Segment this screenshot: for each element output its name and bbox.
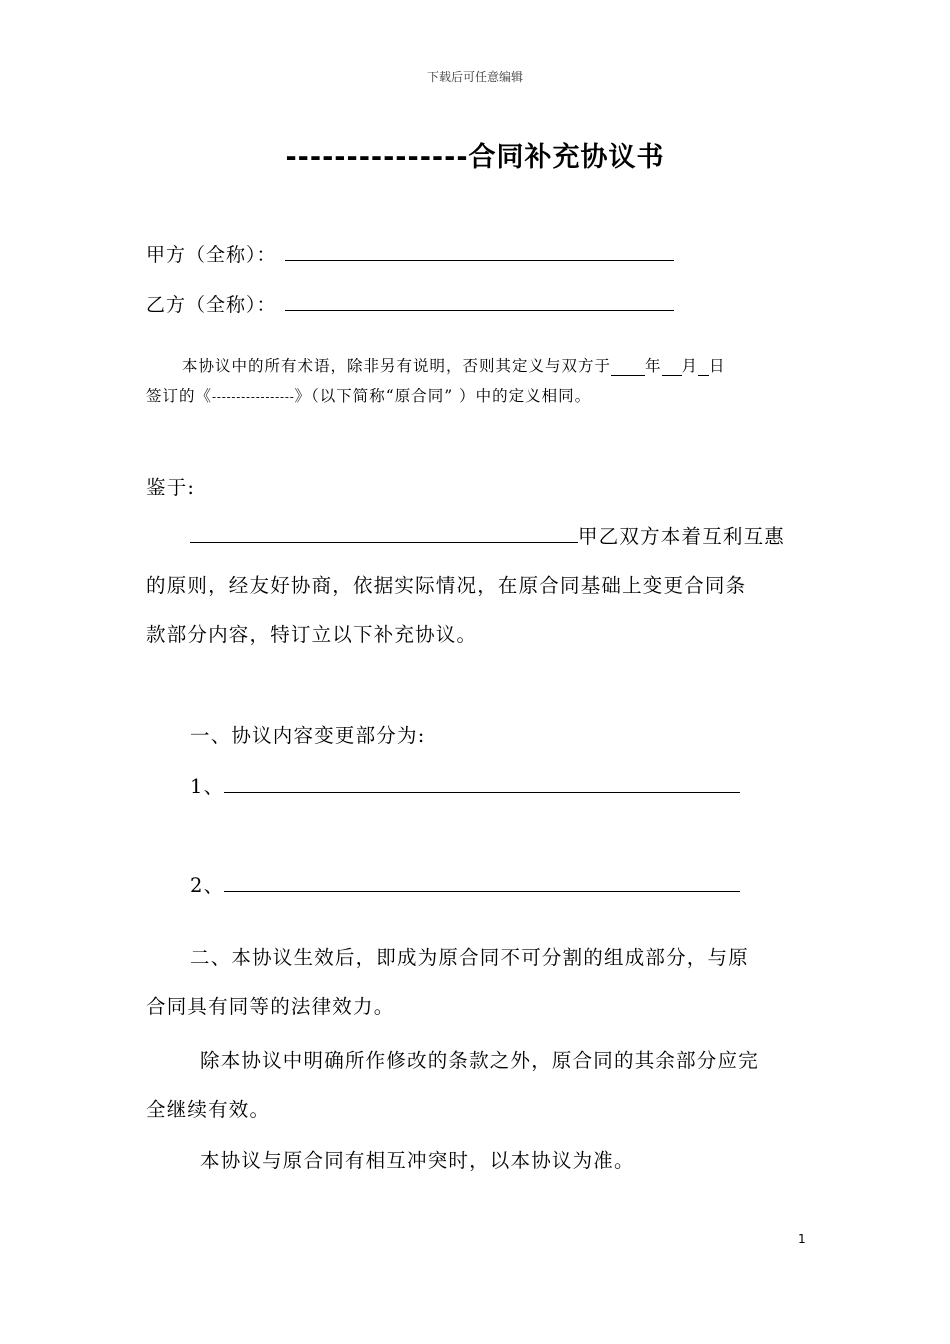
day-label: 日: [709, 357, 726, 375]
year-label: 年: [645, 357, 662, 375]
whereas-line-2: 的原则，经友好协商，依据实际情况，在原合同基础上变更合同条: [146, 574, 747, 597]
party-a-label: 甲方（全称）：: [146, 244, 277, 266]
party-a-blank[interactable]: [285, 242, 674, 261]
title-text: 合同补充协议书: [468, 142, 665, 173]
party-b-line: [146, 290, 674, 317]
contract-name-dashes: -----------------: [212, 390, 295, 404]
month-label: 月: [681, 357, 699, 375]
intro-line2-end: 》（以下简称“原合同” ）中的定义相同。: [294, 387, 592, 405]
item-2-blank[interactable]: [224, 871, 740, 892]
section-1-heading: 一、协议内容变更部分为:: [190, 724, 426, 747]
item-1-blank[interactable]: [224, 772, 740, 793]
item-2-number: 2、: [190, 874, 225, 897]
intro-text: 本协议中的所有术语，除非另有说明，否则其定义与双方于: [182, 357, 612, 375]
except-line-1: 除本协议中明确所作修改的条款之外，原合同的其余部分应完: [200, 1049, 759, 1072]
section-1-item-2: [190, 870, 740, 898]
document-title: [0, 135, 950, 174]
title-dashes: ---------------: [285, 142, 469, 173]
party-a-line: [146, 240, 674, 267]
page-header: 下载后可任意编辑: [426, 70, 523, 84]
section-2-line-2: 合同具有同等的法律效力。: [146, 995, 395, 1018]
section-1-item-1: [190, 771, 740, 799]
except-line-2: 全继续有效。: [146, 1098, 271, 1121]
year-blank[interactable]: [611, 357, 645, 376]
conflict-paragraph: 本协议与原合同有相互冲突时，以本协议为准。: [200, 1149, 635, 1172]
month-blank[interactable]: [662, 357, 682, 376]
whereas-line-3: 款部分内容，特订立以下补充协议。: [146, 623, 478, 646]
item-1-number: 1、: [190, 775, 225, 798]
whereas-label: 鉴于:: [146, 476, 196, 499]
whereas-line1-tail: 甲乙双方本着互利互惠: [578, 525, 786, 548]
party-b-blank[interactable]: [285, 292, 674, 311]
section-2-line-1: 二、本协议生效后，即成为原合同不可分割的组成部分，与原: [190, 946, 749, 969]
intro-line2-start: 签订的《: [146, 387, 213, 405]
whereas-blank[interactable]: [190, 522, 578, 543]
day-blank[interactable]: [698, 357, 709, 376]
page-number: 1: [798, 1232, 806, 1246]
intro-line-1: [182, 354, 726, 376]
intro-line-2: [146, 384, 591, 406]
whereas-line-1: [190, 521, 785, 549]
party-b-label: 乙方（全称）：: [146, 294, 277, 316]
